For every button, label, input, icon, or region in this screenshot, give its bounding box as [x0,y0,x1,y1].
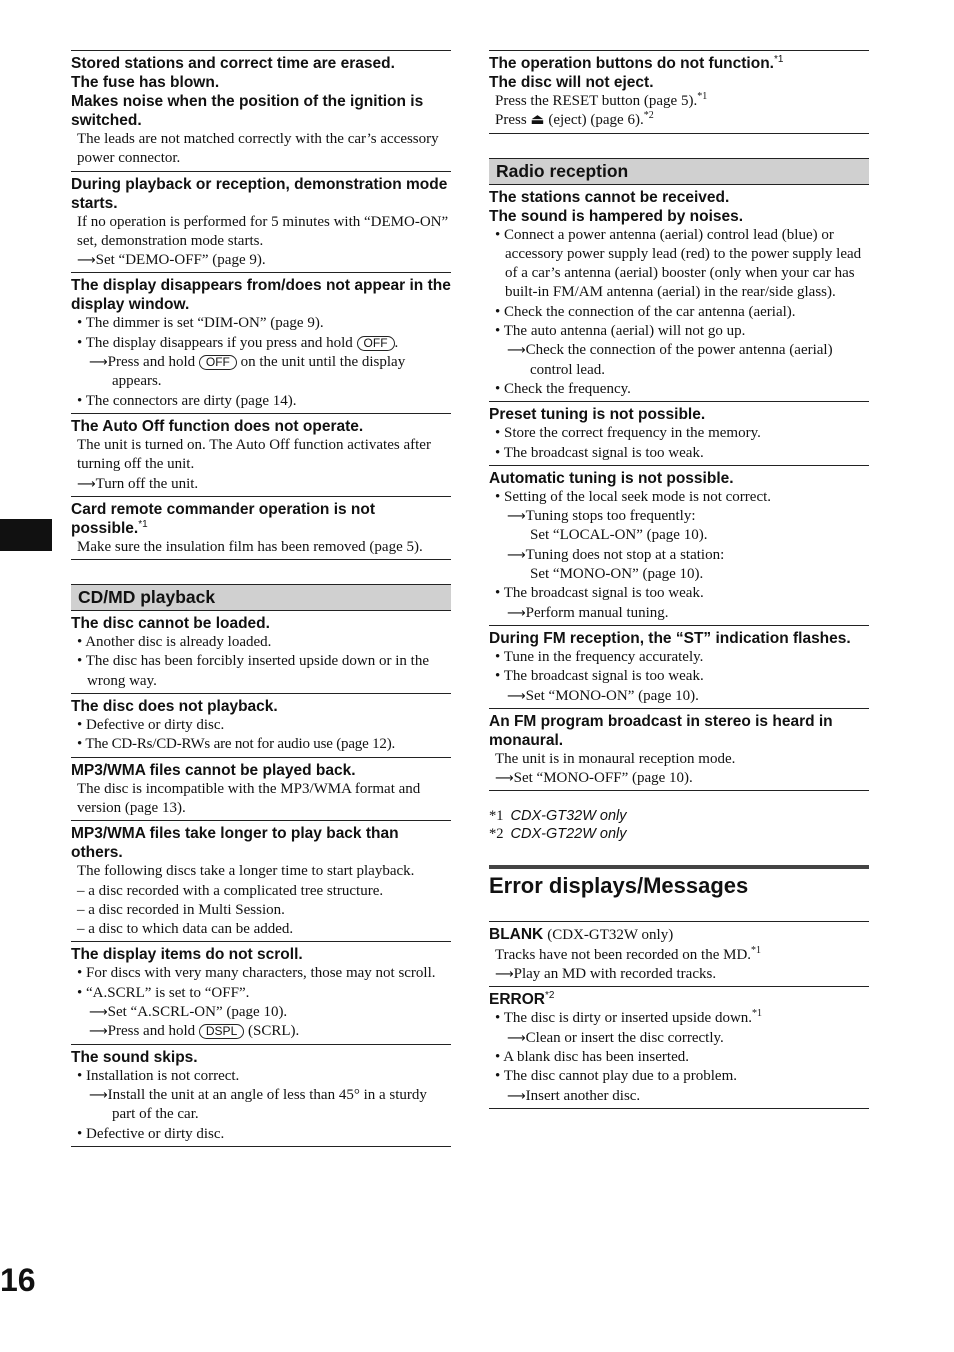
item-text: If no operation is performed for 5 minutes with “DEMO-ON” set, demonstration mode starts. [77,213,449,249]
trouble-item-mp3-slow [71,820,451,941]
right-column [489,50,869,1109]
section-header-cd-md: CD/MD playback [71,584,451,611]
side-tab-marker [0,519,52,551]
arrow-icon: ⟶ [495,967,514,983]
dash-item: – a disc recorded with a complicated tree structure. [77,882,384,899]
item-heading: MP3/WMA files take longer to play back than others. [71,825,399,862]
footnote: *2 CDX-GT22W only [489,826,627,843]
trouble-item-mp3-not-played [71,757,451,821]
item-text: The unit is in monaural reception mode. [495,750,736,767]
eject-icon: ⏏ [530,112,545,129]
item-heading: ERROR$^{*2}$ [489,990,555,1009]
bullet-icon: • [495,226,501,243]
item-heading: Card remote commander operation is not possible.$^{*1}$ [71,500,376,537]
item-text: The leads are not matched correctly with the car’s accessory power connector. [77,131,439,167]
item-heading: The stations cannot be received. [489,188,730,206]
arrow-icon: ⟶ [495,771,514,787]
item-heading: The operation buttons do not function.$^{*1}$ [489,53,784,72]
item-text: Make sure the insulation film has been removed (page 5). [77,538,423,555]
action-item: ⟶Install the unit at an angle of less than 45° in a sturdy part of the car. [89,1086,427,1123]
bullet-item: • Tune in the frequency accurately. [495,648,704,665]
trouble-item-disc-no-playback [71,693,451,757]
arrow-icon: ⟶ [89,1087,108,1103]
trouble-item-sound-skips [71,1044,451,1147]
arrow-icon: ⟶ [507,688,526,704]
bullet-item: • The broadcast signal is too weak. [495,585,704,602]
action-item: ⟶Perform manual tuning. [507,604,669,621]
arrow-icon: ⟶ [507,1030,526,1046]
bullet-item: • The disc cannot play due to a problem. [495,1068,738,1085]
item-heading: Automatic tuning is not possible. [489,469,734,487]
bullet-item: • Defective or dirty disc. [77,717,225,734]
bullet-item: • The disc has been forcibly inserted upside down or in the wrong way. [77,653,429,689]
item-action: ⟶Set “DEMO-OFF” (page 9). [77,252,266,269]
bullet-icon: • [77,736,83,753]
bullet-icon: • [77,334,83,351]
item-heading: Makes noise when the position of the ignition is switched. [71,93,424,129]
trouble-item-disc-not-loaded [71,611,451,693]
section-title-error-displays: Error displays/Messages [489,865,869,899]
bullet-item: • Another disc is already loaded. [77,634,272,651]
item-heading: The sound skips. [71,1048,198,1066]
bullet-item: • For discs with very many characters, those may not scroll. [77,965,436,982]
arrow-icon: ⟶ [89,1024,108,1040]
bullet-item: • The dimmer is set “DIM-ON” (page 9). [77,315,324,332]
trouble-item-auto-tuning [489,465,869,625]
item-heading: The disc cannot be loaded. [71,615,270,633]
off-button-symbol: OFF [199,355,237,370]
action-item: ⟶Press and hold DSPL (SCRL). [89,1023,300,1040]
bullet-item: • The broadcast signal is too weak. [495,444,704,461]
bullet-item: • The display disappears if you press and hold OFF . [77,334,399,351]
bullet-icon: • [77,965,83,982]
item-heading: The display disappears from/does not appear in the display window. [71,277,451,314]
item-text: The unit is turned on. The Auto Off function activates after turning off the unit. [77,436,431,473]
footnote: *1 CDX-GT32W only [489,808,627,825]
item-heading: The Auto Off function does not operate. [71,417,364,435]
trouble-item-stations-erased [71,50,451,171]
bullet-icon: • [495,488,501,505]
bullet-icon: • [495,1010,501,1027]
bullet-item: • The CD-Rs/CD-RWs are not for audio use (page 12). [77,736,396,753]
trouble-item-st-flashes [489,625,869,708]
bullet-item: • Installation is not correct. [77,1067,240,1084]
trouble-item-auto-off [71,413,451,496]
bullet-icon: • [77,984,83,1001]
dspl-button-symbol: DSPL [199,1024,244,1039]
arrow-icon: ⟶ [77,253,96,269]
dash-item: – a disc recorded in Multi Session. [77,901,285,918]
item-heading: The display items do not scroll. [71,946,303,964]
bullet-icon: • [495,380,501,397]
trouble-item-display-disappears [71,272,451,412]
trouble-item-demo-mode [71,171,451,273]
item-heading: The disc will not eject. [489,74,654,91]
section-header-radio: Radio reception [489,158,869,185]
page-number: 16 [0,1262,36,1298]
bullet-icon: • [495,444,501,461]
bullet-item: • The connectors are dirty (page 14). [77,392,297,409]
bullet-item: • Check the frequency. [495,380,631,397]
item-heading: The disc does not playback. [71,698,278,716]
trouble-item-no-scroll [71,941,451,1043]
action-item: ⟶Set “A.SCRL-ON” (page 10). [89,1004,288,1021]
trouble-item-monaural [489,708,869,792]
item-heading: An FM program broadcast in stereo is heard in monaural. [489,712,833,749]
action-item: ⟶Tuning does not stop at a station: [507,546,725,563]
item-action: ⟶Set “MONO-OFF” (page 10). [495,770,693,787]
trouble-item-buttons-not-function [489,50,869,134]
bullet-icon: • [495,323,501,340]
item-heading: The sound is hampered by noises. [489,207,744,225]
arrow-icon: ⟶ [507,343,526,359]
bullet-item: • The disc is dirty or inserted upside down.$^{*1}$ [495,1008,763,1027]
item-heading: MP3/WMA files cannot be played back. [71,761,356,779]
arrow-icon: ⟶ [77,476,96,492]
arrow-icon: ⟶ [89,1005,108,1021]
bullet-icon: • [77,634,83,651]
item-text: Press the RESET button (page 5).$^{*1}$ [495,91,708,109]
item-text: Tracks have not been recorded on the MD.$^{*1}$ [495,944,762,963]
arrow-icon: ⟶ [507,547,526,563]
bullet-icon: • [495,1068,501,1085]
bullet-icon: • [77,392,83,409]
item-text: Press ⏏ (eject) (page 6).$^{*2}$ [495,110,654,129]
bullet-icon: • [77,1125,83,1142]
action-sub-item: Set “MONO-ON” (page 10). [530,566,704,583]
bullet-icon: • [495,648,501,665]
bullet-icon: • [77,653,83,670]
action-sub-item: Set “LOCAL-ON” (page 10). [530,527,708,544]
error-item-error [489,986,869,1108]
footnotes [489,807,869,843]
item-action: ⟶Turn off the unit. [77,475,199,492]
action-item: ⟶Insert another disc. [507,1087,641,1104]
bullet-icon: • [495,585,501,602]
bullet-item: • A blank disc has been inserted. [495,1048,689,1065]
action-item: ⟶Check the connection of the power antenna (aerial) control lead. [507,342,833,378]
trouble-item-preset-tuning [489,401,869,465]
trouble-item-card-remote [71,496,451,560]
item-heading: During playback or reception, demonstration mode starts. [71,175,448,212]
bullet-icon: • [77,1067,83,1084]
arrow-icon: ⟶ [507,509,526,525]
error-item-blank: BLANK (CDX-GT32W only) Tracks have not been recorded on the MD.$^{*1}$ ⟶Play an MD with recorded tracks. [489,921,869,986]
bullet-icon: • [495,303,501,320]
arrow-icon: ⟶ [507,605,526,621]
bullet-item: • Store the correct frequency in the memory. [495,425,761,442]
arrow-icon: ⟶ [507,1088,526,1104]
action-item: ⟶Press and hold OFF on the unit until the display appears. [89,354,406,390]
bullet-item: • Setting of the local seek mode is not correct. [495,488,772,505]
bullet-item: • Check the connection of the car antenna (aerial). [495,303,796,320]
item-text: The disc is incompatible with the MP3/WMA format and version (page 13). [77,780,421,816]
item-heading: During FM reception, the “ST” indication flashes. [489,629,851,647]
bullet-item: • Defective or dirty disc. [77,1125,225,1142]
item-heading: The fuse has blown. [71,74,220,91]
bullet-icon: • [495,668,501,685]
bullet-icon: • [495,425,501,442]
dash-item: – a disc to which data can be added. [77,921,294,938]
action-item: ⟶Tuning stops too frequently: [507,508,696,525]
arrow-icon: ⟶ [89,355,108,371]
action-item: ⟶Set “MONO-ON” (page 10). [507,687,699,704]
bullet-item: • The auto antenna (aerial) will not go up. [495,323,746,340]
bullet-item: • “A.SCRL” is set to “OFF”. [77,984,250,1001]
trouble-item-stations-not-received [489,185,869,402]
bullet-icon: • [77,717,83,734]
bullet-item: • The broadcast signal is too weak. [495,668,704,685]
bullet-icon: • [77,315,83,332]
item-action: ⟶Play an MD with recorded tracks. [495,966,717,983]
item-text: The following discs take a longer time to start playback. [77,863,415,880]
bullet-item: • Connect a power antenna (aerial) control lead (blue) or accessory power supply lead (red) to the power supply lead of a car’s antenna (aerial) booster (only when your car has built-in FM/AM antenna (aerial) in the rear/side glass). [495,226,862,301]
item-heading: Stored stations and correct time are erased. [71,55,395,72]
item-heading: Preset tuning is not possible. [489,406,706,424]
left-column [71,50,451,1147]
off-button-symbol: OFF [357,336,395,351]
bullet-icon: • [495,1048,501,1065]
action-item: ⟶Clean or insert the disc correctly. [507,1029,724,1046]
